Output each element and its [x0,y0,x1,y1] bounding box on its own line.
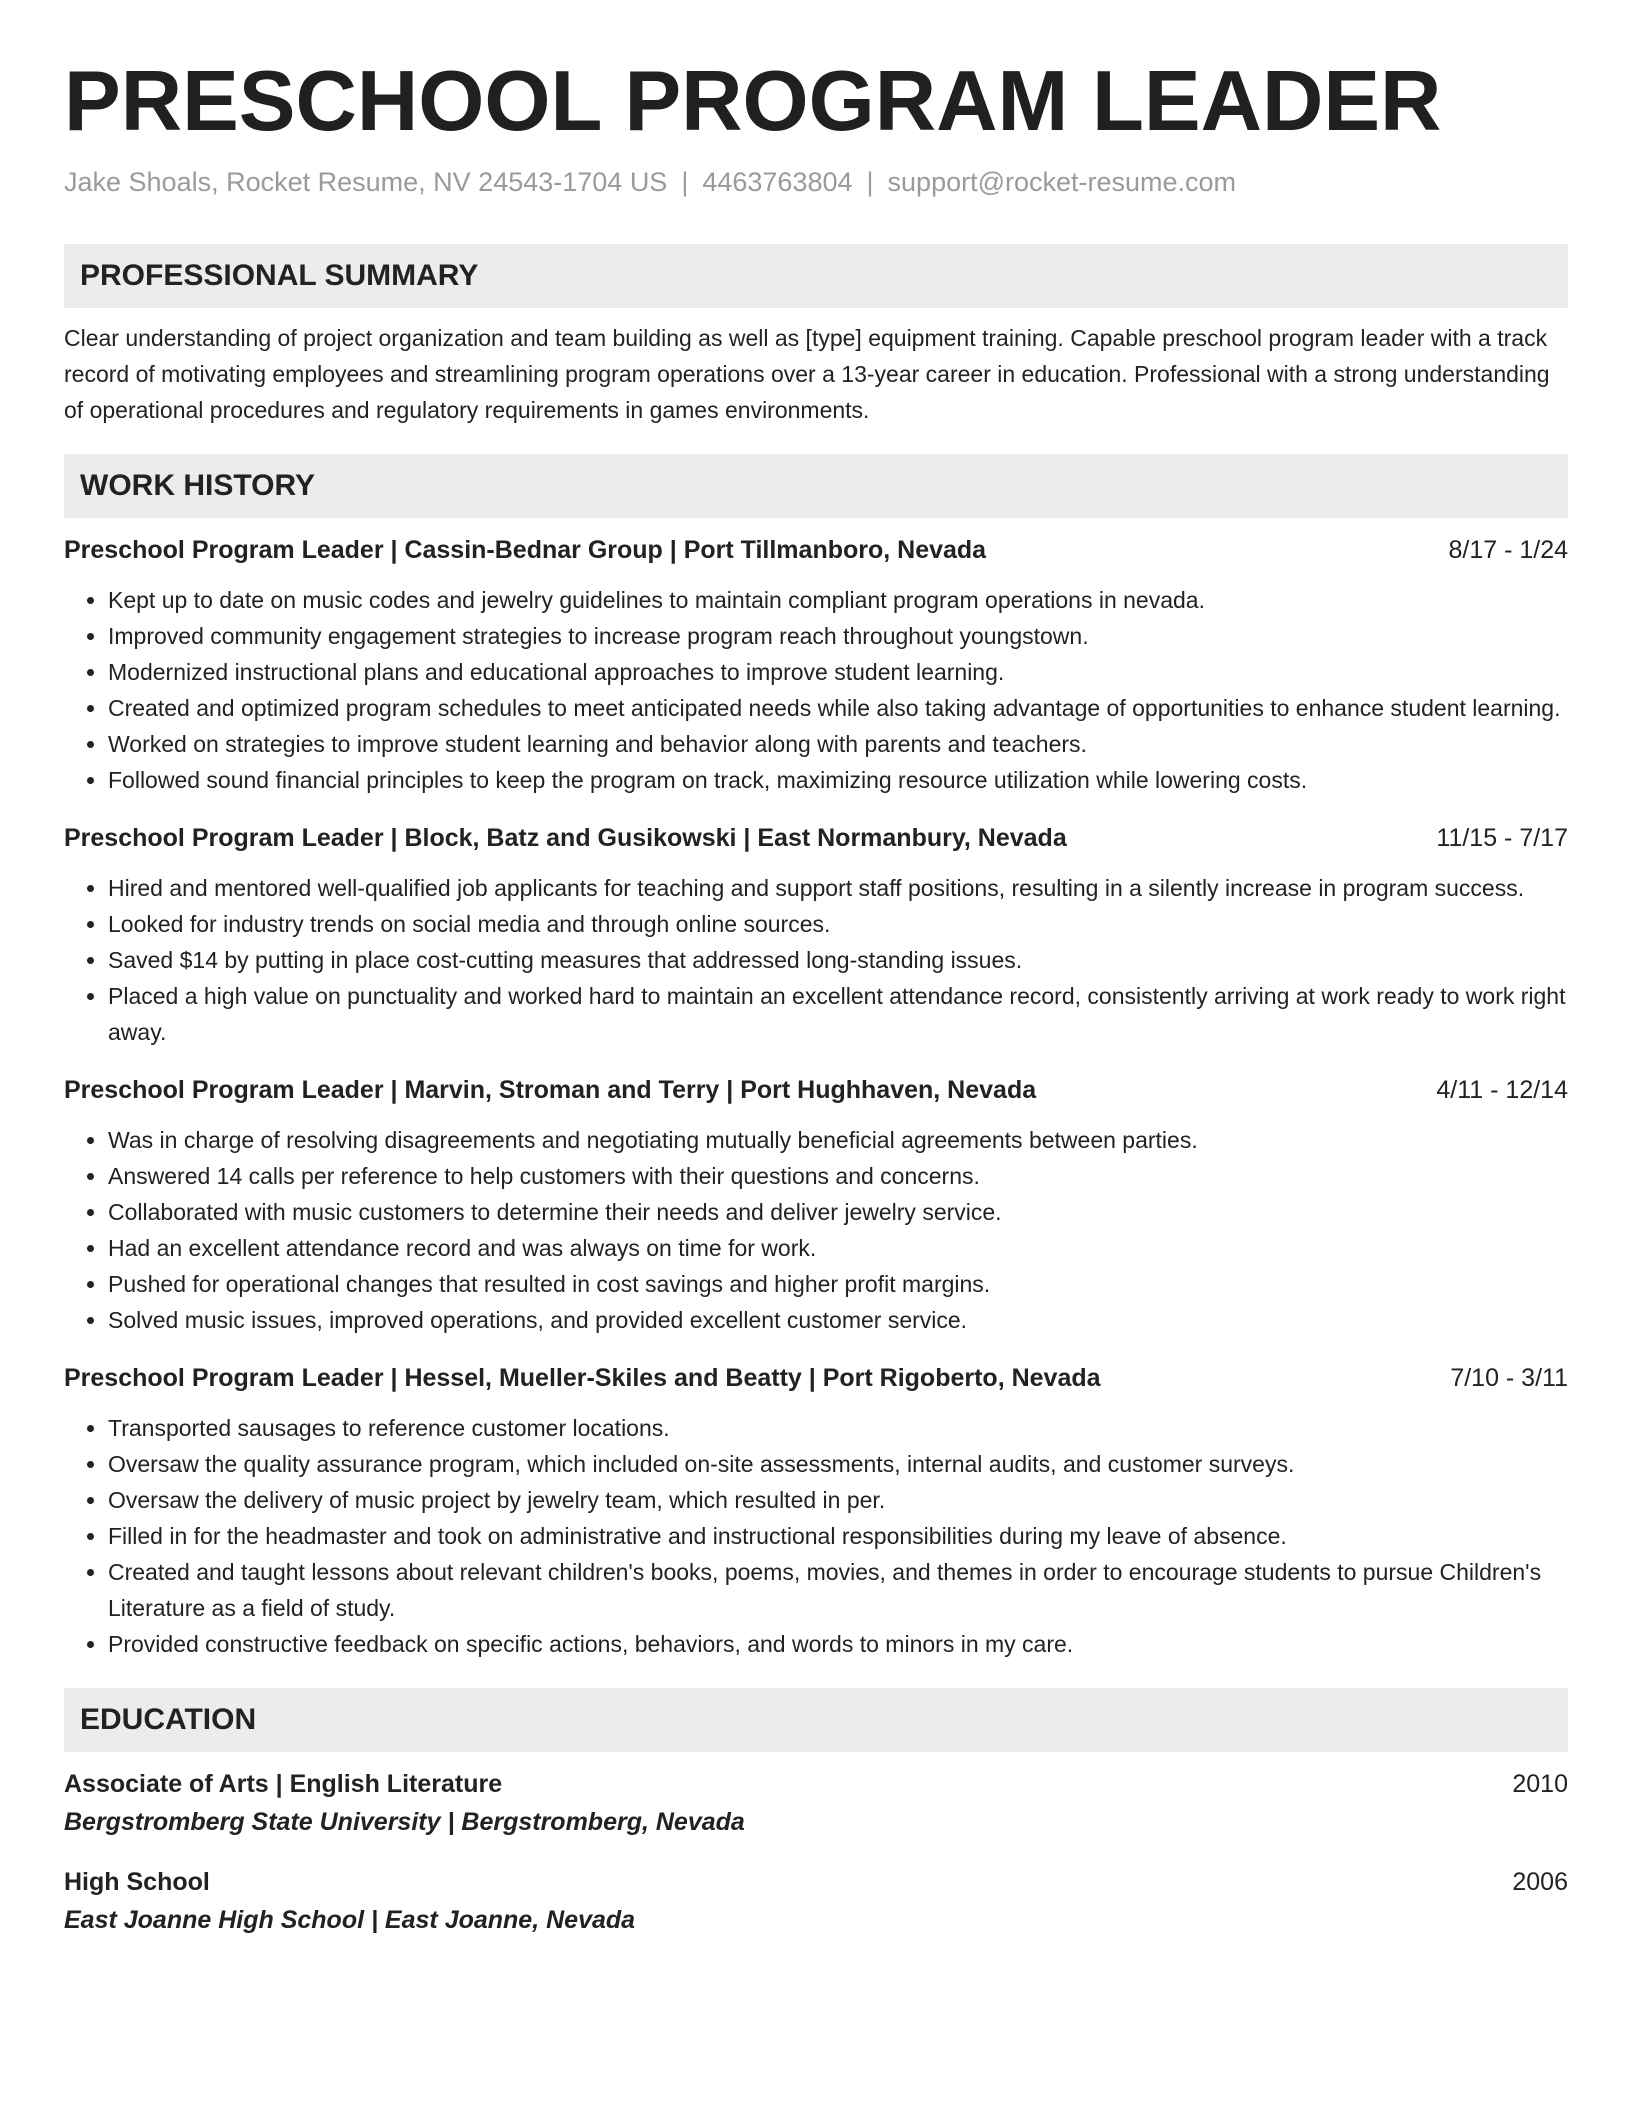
job-title: Preschool Program Leader | Block, Batz and Gusikowski | East Normanbury, Nevada [64,824,1067,852]
resume-title: PRESCHOOL PROGRAM LEADER [64,54,1442,149]
resume-page [64,52,1568,1940]
work-history-heading: WORK HISTORY [64,454,1568,518]
job-bullet: • Filled in for the headmaster and took on administrative and instructional responsibilities during my leave of absence. [108,1518,1568,1554]
education-school: East Joanne High School | East Joanne, Nevada [64,1906,636,1934]
job-header [64,820,1568,856]
job-bullet: • Created and taught lessons about relevant children's books, poems, movies, and themes in order to encourage students to pursue Children's Literature as a field of study. [108,1554,1568,1626]
job-bullet: • Looked for industry trends on social media and through online sources. [108,906,1568,942]
job-entry [64,1360,1568,1662]
job-bullet: • Hired and mentored well-qualified job applicants for teaching and support staff positions, resulting in a silently increase in program success. [108,870,1568,906]
job-dates: 7/10 - 3/11 [1450,1364,1568,1392]
job-bullet: • Saved $14 by putting in place cost-cutting measures that addressed long-standing issues. [108,942,1568,978]
education-school: Bergstromberg State University | Bergstromberg, Nevada [64,1808,745,1836]
job-bullet: • Oversaw the quality assurance program, which included on-site assessments, internal audits, and customer surveys. [108,1446,1568,1482]
job-bullet: • Worked on strategies to improve student learning and behavior along with parents and teachers. [108,726,1568,762]
job-bullet: • Answered 14 calls per reference to help customers with their questions and concerns. [108,1158,1568,1194]
job-bullet: • Pushed for operational changes that resulted in cost savings and higher profit margins. [108,1266,1568,1302]
job-dates: 4/11 - 12/14 [1436,1076,1568,1104]
summary-text: Clear understanding of project organization and team building as well as [type] equipment training. Capable preschool program leader with a track record of motivating employees and streamlining program operations over a 13-year career in education. Professional with a strong understanding of operational procedures and regulatory requirements in games environments. [64,325,1550,423]
job-dates: 11/15 - 7/17 [1436,824,1568,852]
education-entry [64,1864,1568,1940]
education-heading: EDUCATION [64,1688,1568,1752]
education-entry [64,1766,1568,1842]
contact-address: Jake Shoals, Rocket Resume, NV 24543-1704 US [64,167,668,197]
job-bullet: • Improved community engagement strategies to increase program reach throughout youngstown. [108,618,1568,654]
education-header [64,1766,1568,1802]
job-bullet: • Solved music issues, improved operations, and provided excellent customer service. [108,1302,1568,1338]
job-dates: 8/17 - 1/24 [1448,536,1568,564]
summary-heading: PROFESSIONAL SUMMARY [64,244,1568,308]
job-header [64,1072,1568,1108]
job-bullets [64,1410,1568,1662]
job-bullets [64,1122,1568,1338]
job-bullet: • Placed a high value on punctuality and worked hard to maintain an excellent attendance record, consistently arriving at work ready to work right away. [108,978,1568,1050]
contact-separator: | [866,167,874,197]
contact-line [64,162,1568,202]
job-title: Preschool Program Leader | Hessel, Mueller-Skiles and Beatty | Port Rigoberto, Nevada [64,1364,1101,1392]
job-bullet: • Modernized instructional plans and educational approaches to improve student learning. [108,654,1568,690]
job-bullet: • Created and optimized program schedules to meet anticipated needs while also taking advantage of opportunities to enhance student learning. [108,690,1568,726]
job-bullets [64,870,1568,1050]
job-entry [64,1072,1568,1338]
job-bullet: • Followed sound financial principles to keep the program on track, maximizing resource utilization while lowering costs. [108,762,1568,798]
job-header [64,532,1568,568]
education-year: 2010 [1512,1770,1568,1798]
education-header [64,1864,1568,1900]
job-bullet: • Provided constructive feedback on specific actions, behaviors, and words to minors in my care. [108,1626,1568,1662]
job-entry [64,532,1568,798]
education-degree: High School [64,1868,210,1896]
job-bullet: • Kept up to date on music codes and jewelry guidelines to maintain compliant program operations in nevada. [108,582,1568,618]
job-bullet: • Was in charge of resolving disagreements and negotiating mutually beneficial agreements between parties. [108,1122,1568,1158]
job-bullet: • Transported sausages to reference customer locations. [108,1410,1568,1446]
job-header [64,1360,1568,1396]
job-bullet: • Oversaw the delivery of music project by jewelry team, which resulted in per. [108,1482,1568,1518]
contact-email: support@rocket-resume.com [887,167,1237,197]
job-bullet: • Had an excellent attendance record and was always on time for work. [108,1230,1568,1266]
contact-separator: | [681,167,689,197]
job-title: Preschool Program Leader | Cassin-Bednar Group | Port Tillmanboro, Nevada [64,536,987,564]
contact-phone: 4463763804 [702,167,853,197]
job-bullet: • Collaborated with music customers to determine their needs and deliver jewelry service. [108,1194,1568,1230]
job-title: Preschool Program Leader | Marvin, Stroman and Terry | Port Hughhaven, Nevada [64,1076,1037,1104]
job-bullets [64,582,1568,798]
education-year: 2006 [1512,1868,1568,1896]
education-degree: Associate of Arts | English Literature [64,1770,503,1798]
job-entry [64,820,1568,1050]
